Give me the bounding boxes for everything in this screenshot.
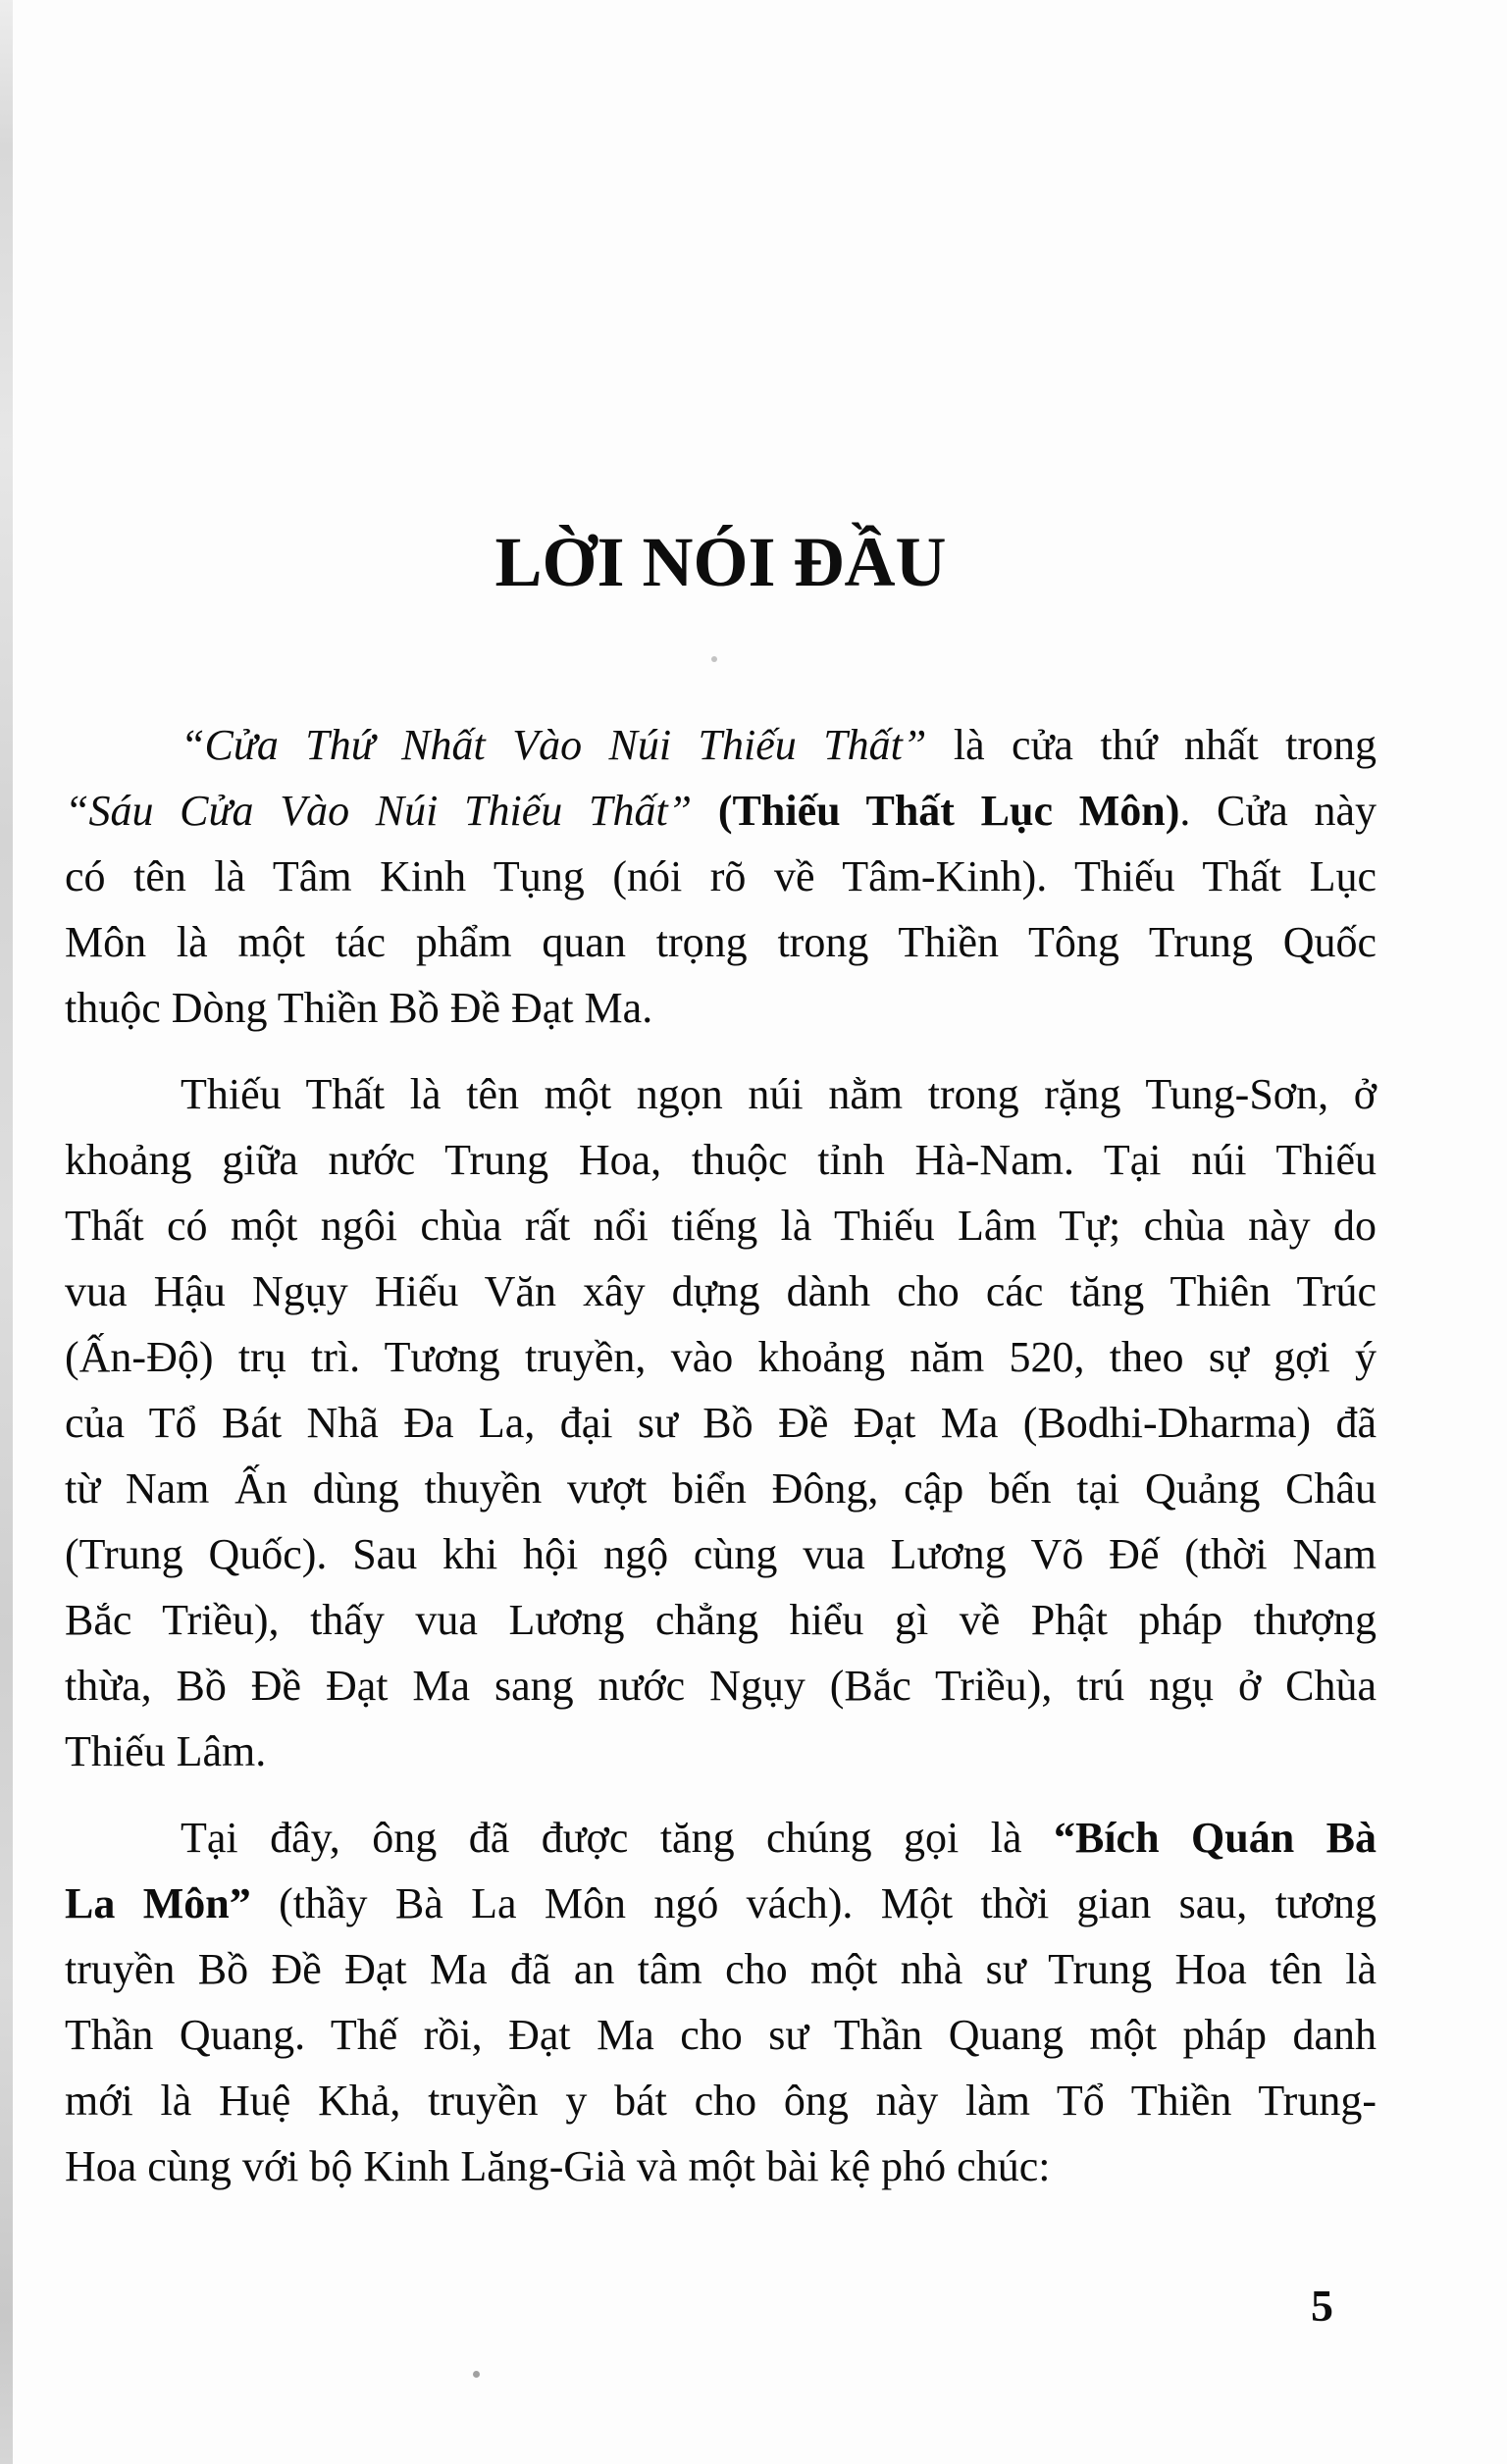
- text-line: [65, 712, 1377, 778]
- page-title: LỜI NÓI ĐẦU: [494, 523, 947, 601]
- text-line: thừa, Bồ Đề Đạt Ma sang nước Ngụy (Bắc Triều), trú ngụ ở Chùa: [65, 1662, 1377, 1710]
- text-line: truyền Bồ Đề Đạt Ma đã an tâm cho một nhà sư Trung Hoa tên là: [65, 1945, 1377, 1993]
- text-segment: . Cửa này: [1179, 787, 1377, 835]
- scan-speck: [473, 2371, 480, 2378]
- page-number: 5: [1311, 2281, 1333, 2331]
- text-line: Thất có một ngôi chùa rất nổi tiếng là Thiếu Lâm Tự; chùa này do: [65, 1202, 1377, 1250]
- text-line: Thiếu Lâm.: [65, 1727, 267, 1775]
- paragraph: [65, 1805, 1377, 2199]
- scan-edge: [0, 0, 13, 2464]
- scan-speck: [711, 656, 717, 662]
- italic-phrase: “Sáu Cửa Vào Núi Thiếu Thất”: [65, 787, 693, 835]
- text-line: mới là Huệ Khả, truyền y bát cho ông này làm Tổ Thiền Trung-: [65, 2077, 1377, 2125]
- text-segment: (thầy Bà La Môn ngó vách). Một thời gian sau, tương: [250, 1879, 1377, 1927]
- text-line: Thiếu Thất là tên một ngọn núi nằm trong rặng Tung-Sơn, ở: [181, 1070, 1377, 1118]
- text-line: Thần Quang. Thế rồi, Đạt Ma cho sư Thần Quang một pháp danh: [65, 2011, 1377, 2059]
- text-line: [65, 1805, 1377, 1871]
- text-line: Bắc Triều), thấy vua Lương chẳng hiểu gì về Phật pháp thượng: [65, 1596, 1377, 1644]
- text-line: khoảng giữa nước Trung Hoa, thuộc tỉnh Hà-Nam. Tại núi Thiếu: [65, 1136, 1377, 1184]
- text-line: Hoa cùng với bộ Kinh Lăng-Già và một bài kệ phó chúc:: [65, 2142, 1051, 2190]
- text-line: [65, 778, 1377, 844]
- text-segment: là cửa thứ nhất trong: [926, 721, 1377, 769]
- bold-phrase: (Thiếu Thất Lục Môn): [692, 787, 1180, 835]
- text-segment: Tại đây, ông đã được tăng chúng gọi là: [181, 1814, 1054, 1862]
- text-line: (Trung Quốc). Sau khi hội ngộ cùng vua Lương Võ Đế (thời Nam: [65, 1530, 1377, 1578]
- text-line: thuộc Dòng Thiền Bồ Đề Đạt Ma.: [65, 984, 653, 1032]
- text-line: vua Hậu Ngụy Hiếu Văn xây dựng dành cho các tăng Thiên Trúc: [65, 1267, 1377, 1315]
- paragraph: [65, 1061, 1377, 1784]
- text-line: Môn là một tác phẩm quan trọng trong Thiền Tông Trung Quốc: [65, 918, 1377, 966]
- text-line: [65, 1871, 1377, 1936]
- italic-phrase: “Cửa Thứ Nhất Vào Núi Thiếu Thất”: [181, 721, 927, 769]
- bold-phrase: “Bích Quán Bà: [1053, 1814, 1377, 1862]
- text-line: của Tổ Bát Nhã Đa La, đại sư Bồ Đề Đạt Ma (Bodhi-Dharma) đã: [65, 1399, 1377, 1447]
- text-line: từ Nam Ấn dùng thuyền vượt biển Đông, cập bến tại Quảng Châu: [65, 1464, 1377, 1513]
- page-body: [65, 712, 1377, 2199]
- text-line: (Ấn-Độ) trụ trì. Tương truyền, vào khoảng năm 520, theo sự gợi ý: [65, 1333, 1377, 1381]
- bold-phrase: La Môn”: [65, 1879, 251, 1927]
- paragraph: [65, 712, 1377, 1041]
- text-line: có tên là Tâm Kinh Tụng (nói rõ về Tâm-Kinh). Thiếu Thất Lục: [65, 852, 1377, 900]
